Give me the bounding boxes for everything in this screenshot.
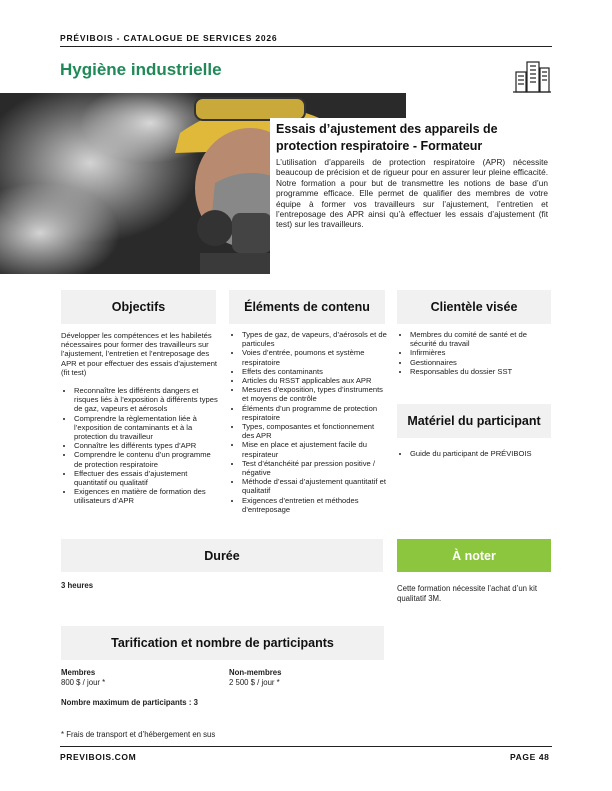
objectifs-heading: Objectifs [61,290,216,324]
course-title: Essais d’ajustement des appareils de protection respiratoire - Formateur [276,122,498,153]
catalogue-header: PRÉVIBOIS - CATALOGUE DE SERVICES 2026 [60,33,278,43]
list-item: • Mise en place et ajustement facile du respirateur [242,440,387,458]
footer-website: PREVIBOIS.COM [60,752,137,762]
list-item: • Mesures d’exposition, types d’instruments et moyens de contrôle [242,385,387,403]
header-divider [60,46,552,47]
materiel-list [397,449,553,458]
contenu-section [229,330,387,514]
list-item: • Responsables du dossier SST [410,367,553,376]
non-membres-price: 2 500 $ / jour * [229,678,280,687]
list-item: • Membres du comité de santé et de sécurité du travail [410,330,553,348]
clientele-section [397,330,553,376]
list-item: • Exigences en matière de formation des utilisateurs d’APR [74,487,221,505]
a-noter-text: Cette formation nécessite l’achat d’un kit qualitatif 3M. [397,584,537,603]
clientele-list [397,330,553,376]
contenu-heading: Éléments de contenu [229,290,385,324]
list-item: • Exigences d’entretien et méthodes d’entreposage [242,496,387,514]
objectifs-intro: Développer les compétences et les habiletés nécessaires pour former des travailleurs sur l’ajustement, l’entretien et l’entreposage des APR et pour effectuer des essais d’ajustement (fit test) [61,331,218,377]
a-noter-heading: À noter [397,539,551,572]
list-item: • Types de gaz, de vapeurs, d’aérosols et de particules [242,330,387,348]
list-item: • Reconnaître les différents dangers et risques liés à l’exposition à différents types de gaz, vapeurs et aérosols [74,386,221,414]
section-title: Hygiène industrielle [60,60,222,79]
list-item: • Comprendre le contenu d’un programme de protection respiratoire [74,450,221,468]
footnote: * Frais de transport et d’hébergement en sus [61,730,216,739]
list-item: • Test d’étanchéité par pression positive / négative [242,459,387,477]
list-item: • Gestionnaires [410,358,553,367]
tarification-heading: Tarification et nombre de participants [61,626,384,660]
list-item: • Voies d’entrée, poumons et système respiratoire [242,348,387,366]
membres-label: Membres [61,668,96,677]
objectifs-section [61,331,221,506]
buildings-icon [512,58,552,94]
list-item: • Effectuer des essais d’ajustement quantitatif ou qualitatif [74,469,221,487]
list-item: • Éléments d’un programme de protection respiratoire [242,404,387,422]
objectifs-list [61,386,221,506]
page-number: PAGE 48 [510,752,550,762]
list-item: • Articles du RSST applicables aux APR [242,376,387,385]
membres-price: 800 $ / jour * [61,678,106,687]
list-item: • Guide du participant de PRÉVIBOIS [410,449,553,458]
materiel-section [397,449,553,458]
footer-divider [60,746,552,747]
list-item: • Connaître les différents types d’APR [74,441,221,450]
max-participants: Nombre maximum de participants : 3 [61,698,198,707]
clientele-heading: Clientèle visée [397,290,551,324]
materiel-heading: Matériel du participant [397,404,551,438]
duree-heading: Durée [61,539,383,572]
list-item: • Types, composantes et fonctionnement des APR [242,422,387,440]
non-membres-label: Non-membres [229,668,282,677]
contenu-list [229,330,387,514]
list-item: • Effets des contaminants [242,367,387,376]
duree-value: 3 heures [61,581,94,590]
list-item: • Infirmières [410,348,553,357]
course-description: L’utilisation d’appareils de protection respiratoire (APR) nécessite beaucoup de précision et de rigueur pour en assurer leur pleine efficacité. Notre formation a pour but de transmettre les notions de base d’un programme efficace. Elle permet de qualifier des membres de votre équipe à former vos travailleurs sur l’ajustement, l’entretien et l’entreposage des APR ainsi qu’à effectuer les essais d’ajustement (fit test) sur les travailleurs. [276,157,548,230]
list-item: • Méthode d’essai d’ajustement quantitatif et qualitatif [242,477,387,495]
list-item: • Comprendre la règlementation liée à l’exposition de contaminants et à la protection du travailleur [74,414,221,442]
